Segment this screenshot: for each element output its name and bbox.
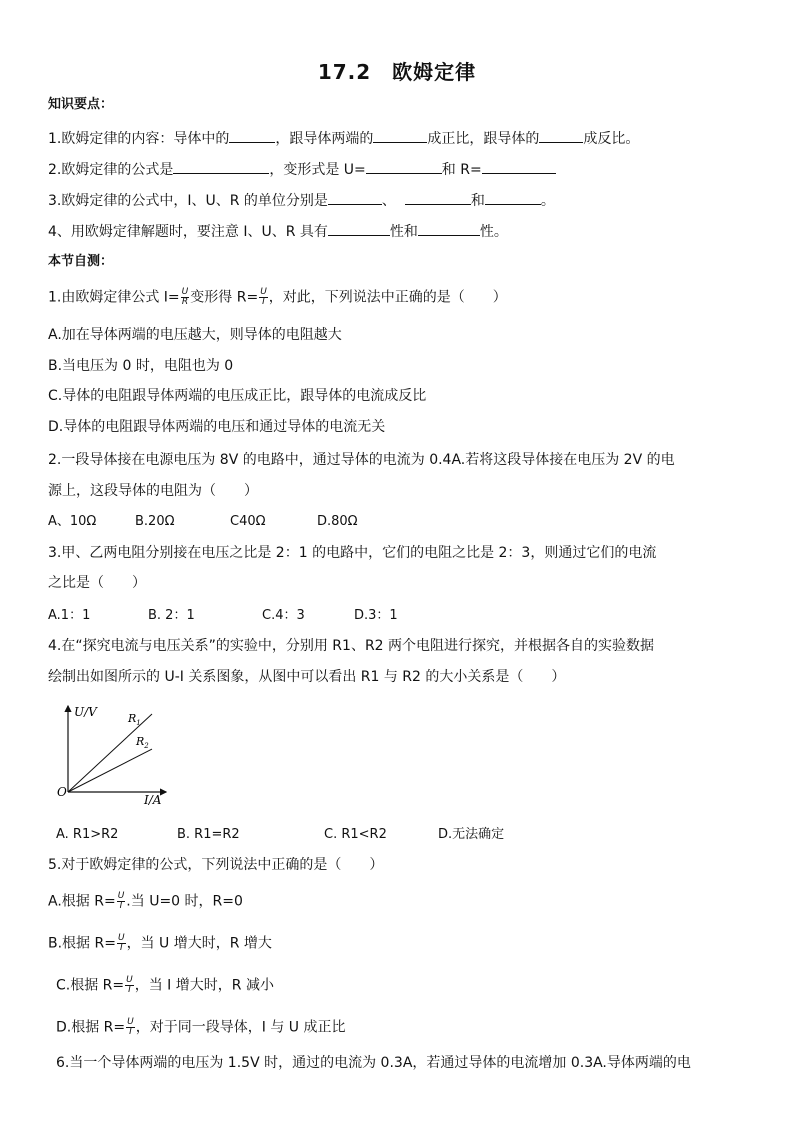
section-heading-knowledge: 知识要点：	[48, 97, 114, 112]
question-2-option-c[interactable]: C40Ω	[230, 514, 266, 529]
question-5-stem: 5.对于欧姆定律的公式，下列说法中正确的是（ ）	[48, 857, 384, 873]
knowledge-item-4: 4、用欧姆定律解题时，要注意 I、U、R 具有 性和 性。	[48, 221, 508, 241]
blank[interactable]	[229, 128, 275, 143]
question-4-option-b[interactable]: B. R1=R2	[177, 827, 240, 842]
question-1-stem: 1.由欧姆定律公式 I= $\frac{U}{R}$ 变形得 R= $\frac{U}{I}$ ，对此，下列说法中正确的是（ ）	[48, 287, 507, 307]
blank[interactable]	[373, 128, 427, 143]
blank[interactable]	[328, 221, 390, 236]
series-label-r1: $R_1$	[128, 712, 141, 727]
section-heading-selftest: 本节自测：	[48, 254, 114, 269]
question-1-option-c[interactable]: C.导体的电阻跟导体两端的电压成正比，跟导体的电流成反比	[48, 388, 427, 404]
question-2-stem-line-1: 2.一段导体接在电源电压为 8V 的电路中，通过导体的电流为 0.4A.若将这段导体接在电压为 2V 的电	[48, 452, 675, 468]
question-2-stem-line-2: 源上，这段导体的电阻为（ ）	[48, 483, 258, 499]
series-line-r2	[68, 749, 152, 792]
blank[interactable]	[539, 128, 583, 143]
question-3-option-b[interactable]: B. 2：1	[148, 608, 195, 623]
origin-label: O	[57, 785, 67, 799]
blank[interactable]	[366, 159, 442, 174]
series-label-r2: $R_2$	[136, 735, 149, 751]
y-axis-label: U/V	[74, 705, 97, 719]
question-3-option-d[interactable]: D.3：1	[354, 608, 398, 623]
question-2-option-b[interactable]: B.20Ω	[135, 514, 175, 529]
blank[interactable]	[485, 190, 541, 205]
blank[interactable]	[418, 221, 480, 236]
u-i-graph	[54, 700, 184, 810]
question-4-option-a[interactable]: A. R1>R2	[56, 827, 119, 842]
fraction-u-over-r: $\frac{U}{R}$	[181, 287, 189, 307]
question-6-stem-line-1: 6.当一个导体两端的电压为 1.5V 时，通过的电流为 0.3A，若通过导体的电流增加 0.3A.导体两端的电	[56, 1055, 691, 1071]
blank[interactable]	[405, 190, 471, 205]
x-axis-label: I/A	[144, 793, 162, 807]
knowledge-item-1: 1.欧姆定律的内容：导体中的 ，跟导体两端的 成正比，跟导体的 成反比。	[48, 128, 639, 148]
question-5-option-a[interactable]: A.根据 R= $\frac{U}{I}$ .当 U=0 时，R=0	[48, 891, 243, 911]
question-1-option-d[interactable]: D.导体的电阻跟导体两端的电压和通过导体的电流无关	[48, 419, 386, 435]
question-5-option-d[interactable]: D.根据 R= $\frac{U}{I}$ ，对于同一段导体，I 与 U 成正比	[56, 1017, 346, 1037]
question-4-stem-line-1: 4.在“探究电流与电压关系”的实验中，分别用 R1、R2 两个电阻进行探究，并根据各自的实验数据	[48, 638, 655, 654]
blank[interactable]	[482, 159, 556, 174]
question-4-stem-line-2: 绘制出如图所示的 U-I 关系图象，从图中可以看出 R1 与 R2 的大小关系是（ ）	[48, 669, 566, 685]
question-3-option-c[interactable]: C.4：3	[262, 608, 305, 623]
fraction-u-over-i: $\frac{U}{I}$	[260, 287, 267, 307]
knowledge-item-3: 3.欧姆定律的公式中，I、U、R 的单位分别是 、 和 。	[48, 190, 555, 210]
question-2-option-a[interactable]: A、10Ω	[48, 514, 97, 529]
question-3-option-a[interactable]: A.1：1	[48, 608, 91, 623]
blank[interactable]	[173, 159, 269, 174]
knowledge-item-2: 2.欧姆定律的公式是 ，变形式是 U= 和 R=	[48, 159, 556, 179]
question-5-option-b[interactable]: B.根据 R= $\frac{U}{I}$ ，当 U 增大时，R 增大	[48, 933, 272, 953]
question-4-option-d[interactable]: D.无法确定	[438, 827, 505, 842]
question-3-stem-line-1: 3.甲、乙两电阻分别接在电压之比是 2：1 的电路中，它们的电阻之比是 2：3，则通过它们的电流	[48, 545, 657, 561]
blank[interactable]	[328, 190, 382, 205]
question-1-option-a[interactable]: A.加在导体两端的电压越大，则导体的电阻越大	[48, 327, 342, 343]
page-title: 17.2 欧姆定律	[317, 60, 477, 84]
question-1-option-b[interactable]: B.当电压为 0 时，电阻也为 0	[48, 358, 234, 374]
question-3-stem-line-2: 之比是（ ）	[48, 575, 146, 591]
question-4-option-c[interactable]: C. R1<R2	[324, 827, 387, 842]
question-2-option-d[interactable]: D.80Ω	[317, 514, 358, 529]
question-5-option-c[interactable]: C.根据 R= $\frac{U}{I}$ ，当 I 增大时，R 减小	[56, 975, 274, 995]
